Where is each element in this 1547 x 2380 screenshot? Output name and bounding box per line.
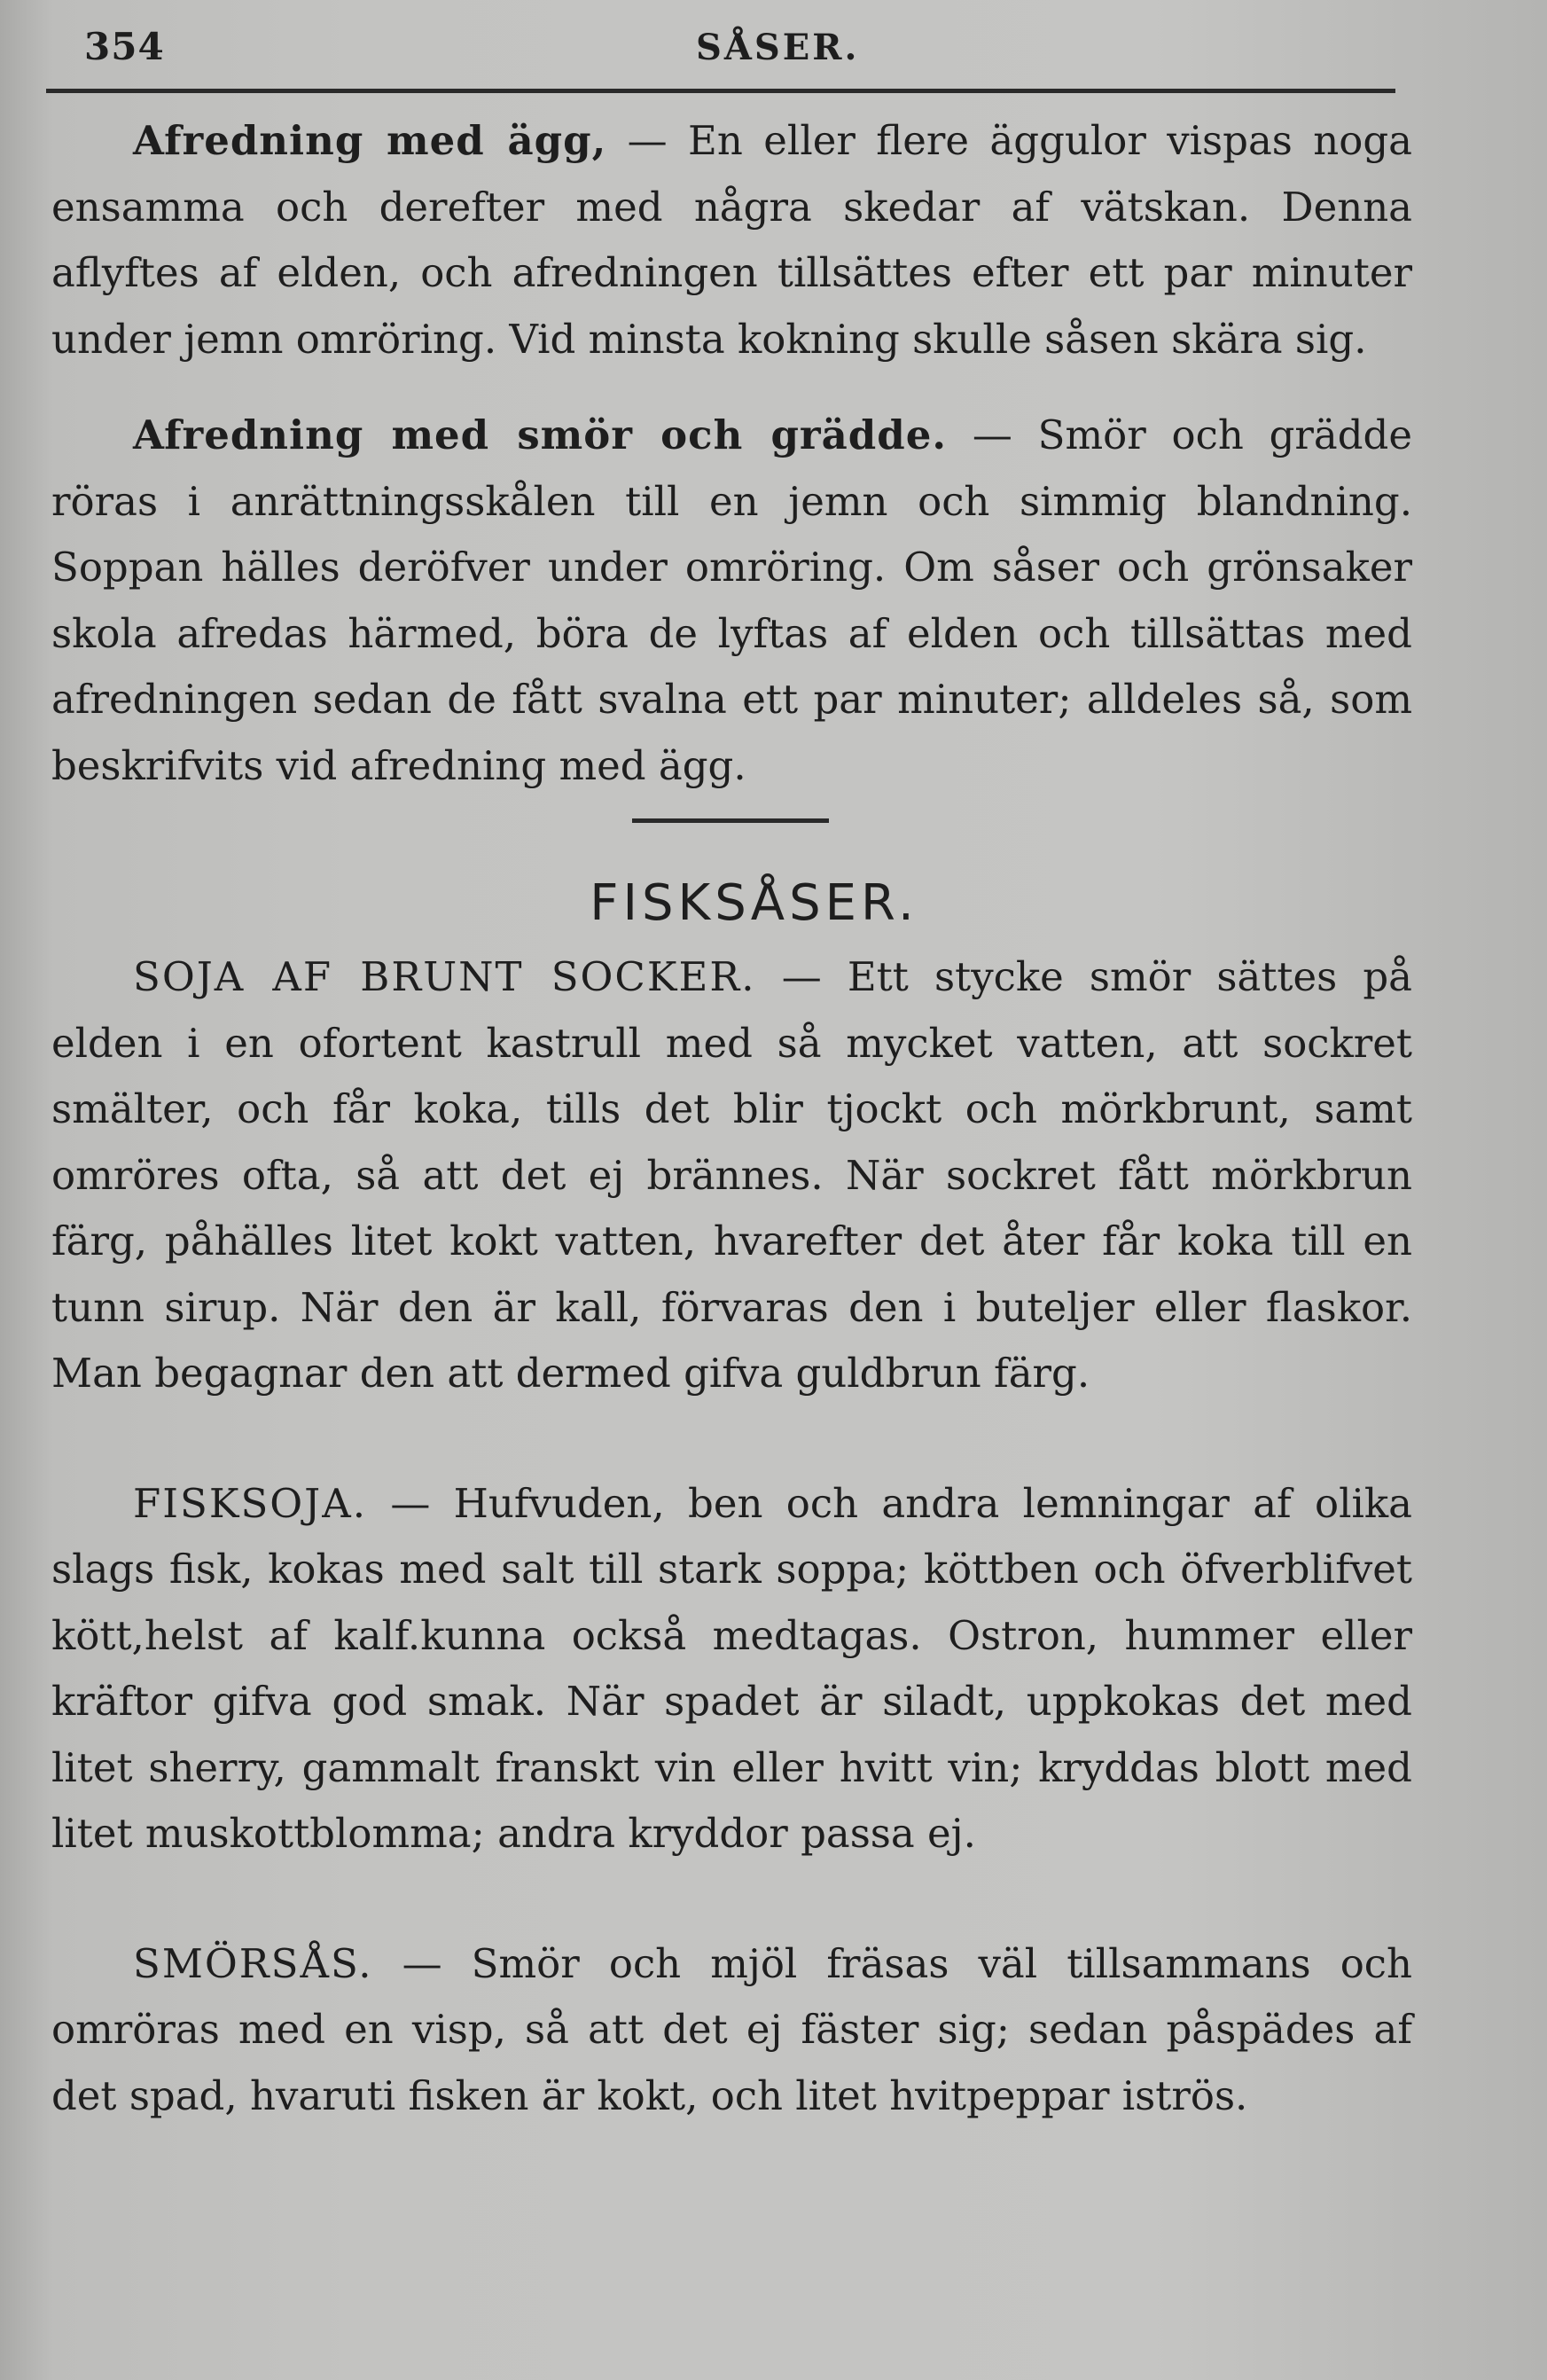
header-rule — [46, 89, 1395, 93]
paragraph-afredning-med-agg — [51, 108, 1412, 372]
paragraph-text: — En eller flere äggulor vispas noga ensamma och derefter med några skedar af vätskan. Denna aflyftes af elden, och afredningen tillsättes efter ett par minuter under jemn omröring. Vid minsta kokning skulle såsen skära sig. — [51, 117, 1412, 363]
paragraph-text: — Smör och grädde röras i anrättningsskålen till en jemn och simmig blandning. Soppan hälles deröfver under omröring. Om såser och grönsaker skola afredas härmed, böra de lyftas af elden och tillsättas med afredningen sedan de fått svalna ett par minuter; alldeles så, som beskrifvits vid afredning med ägg. — [51, 411, 1412, 789]
recipe-heading: SOJA AF BRUNT SOCKER. — [133, 953, 756, 1000]
run-in-heading: Afredning med smör och grädde. — [133, 411, 948, 458]
page-header — [84, 25, 1396, 78]
paragraph-text: — Hufvuden, ben och andra lemningar af olika slags fisk, kokas med salt till stark soppa; köttben och öfverblifvet kött,helst af kalf.kunna också medtagas. Ostron, hummer eller kräftor gifva god smak. När spadet är siladt, uppkokas det med litet sherry, gammalt franskt vin eller hvitt vin; kryddas blott med litet muskottblomma; andra kryddor passa ej. — [51, 1479, 1412, 1857]
running-head: SÅSER. — [696, 27, 860, 68]
recipe-heading: FISKSOJA. — [133, 1479, 368, 1527]
recipe-heading: SMÖRSÅS. — [133, 1939, 373, 1987]
paragraph-text: — Smör och mjöl fräsas väl tillsammans och omröras med en visp, så att det ej fäster sig; sedan påspädes af det spad, hvaruti fisken är kokt, och litet hvitpeppar iströs. — [51, 1939, 1412, 2119]
page-number: 354 — [84, 25, 165, 68]
run-in-heading: Afredning med ägg, — [133, 117, 607, 164]
section-divider — [51, 799, 1412, 849]
paragraph-text: — Ett stycke smör sättes på elden i en ofortent kastrull med så mycket vatten, att sockret smälter, och får koka, tills det blir tjockt och mörkbrunt, samt omröres ofta, så att det ej brännes. När sockret fått mörkbrun färg, påhälles litet kokt vatten, hvarefter det åter får koka till en tunn sirup. När den är kall, förvaras den i buteljer eller flaskor. Man begagnar den att dermed gifva guldbrun färg. — [51, 953, 1413, 1397]
paragraph-soja-af-brunt-socker — [51, 944, 1412, 1407]
section-title: FISKSÅSER. — [590, 874, 918, 932]
paragraph-afredning-med-smor — [51, 403, 1412, 799]
page-body — [51, 108, 1412, 2129]
paragraph-fisksoja — [51, 1471, 1412, 1867]
paragraph-smorsas — [51, 1931, 1412, 2130]
divider-rule — [632, 818, 829, 823]
